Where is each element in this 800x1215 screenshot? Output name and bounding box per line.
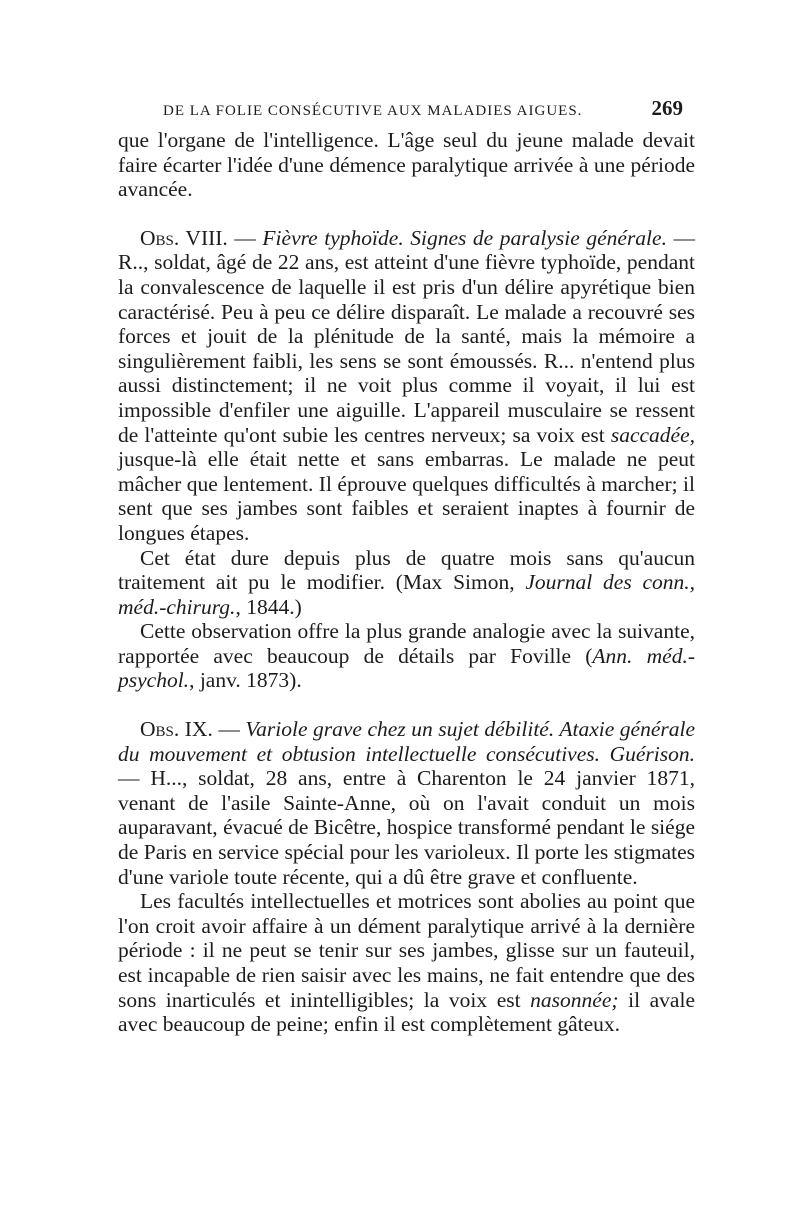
observation-emphasis: saccadée, (610, 422, 695, 447)
observation-label: Obs. VIII. (140, 225, 228, 250)
paragraph-treatment (118, 546, 695, 620)
observation-label: Obs. IX. (140, 717, 213, 742)
paragraph-text: que l'organe de l'intelligence. L'âge seul du jeune malade devait faire écarter l'idée d'une démence paralytique arrivée à une période avancée. (118, 128, 695, 202)
page-number: 269 (651, 96, 683, 120)
body-text (118, 128, 695, 1037)
observation-text: — R.., soldat, âgé de 22 ans, est atteint d'une fièvre typhoïde, pendant la convalescence de laquelle il est pris d'un délire apyrétique bien caractérisé. Peu à peu ce délire disparaît. Le malade a recouvré ses forces et jouit de la plénitude de la santé, mais la mémoire a singulièrement faibli, les sens se sont émoussés. R... n'entend plus aussi distinctement; il ne voit plus comme il voyait, il lui est impossible d'enfiler une aiguille. L'appareil musculaire se ressent de l'atteinte qu'ont subie les centres nerveux; sa voix est (118, 225, 696, 447)
paragraph-text: Cet état dure depuis plus de quatre mois sans qu'aucun traitement ait pu le modifier. (Max Simon, (118, 545, 695, 595)
paragraph-continuation (118, 128, 695, 202)
observation-dash: — (227, 225, 263, 250)
observation-title: Fièvre typhoïde. Signes de paralysie générale. (262, 225, 667, 250)
running-head: DE LA FOLIE CONSÉCUTIVE AUX MALADIES AIGUES. (163, 103, 583, 119)
observation-title: Variole grave chez un sujet débilité. Ataxie générale du mouvement et obtusion intellectuelle consécutives. Guérison. (118, 717, 696, 766)
page-header (163, 96, 683, 126)
paragraph-text: , janv. 1873). (189, 668, 302, 693)
paragraph-text: , 1844.) (235, 594, 302, 619)
citation-journal: Journal des conn., méd.-chirurg. (118, 570, 695, 619)
paragraph-faculties (118, 889, 695, 1037)
observation-text: — H..., soldat, 28 ans, entre à Charenton le 24 janvier 1871, venant de l'asile Sainte-Anne, où on l'avait conduit un mois auparavant, évacué de Bicêtre, hospice transformé pendant le siége de Paris en service spécial pour les varioleux. Il porte les stigmates d'une variole toute récente, qui a dû être grave et confluente. (118, 766, 695, 889)
paragraph-text: Les facultés intellectuelles et motrices sont abolies au point que l'on croit avoir affaire à un dément paralytique arrivé à la dernière période : il ne peut se tenir sur ses jambes, glisse sur un fauteuil, est incapable de rien saisir avec les mains, ne fait entendre que des sons inarticulés et inintelligibles; la voix est (118, 889, 695, 1012)
observation-text: jusque-là elle était nette et sans embarras. Le malade ne peut mâcher que lentement. Il éprouve quelques difficultés à marcher; il sent que ses jambes sont faibles et seraient inaptes à fournir de longues étapes. (118, 447, 695, 545)
citation-journal: Ann. méd.-psychol. (118, 643, 695, 693)
paragraph-text: Cette observation offre la plus grande analogie avec la suivante, rapportée avec beaucoup de détails par Foville ( (118, 619, 695, 668)
paragraph-analogy (118, 619, 695, 693)
observation-9 (118, 717, 695, 889)
observation-8 (118, 226, 695, 546)
paragraph-emphasis: nasonnée; (530, 987, 619, 1012)
paragraph-text: il avale avec beaucoup de peine; enfin il est complètement gâteux. (118, 987, 695, 1037)
observation-dash: — (212, 717, 246, 742)
